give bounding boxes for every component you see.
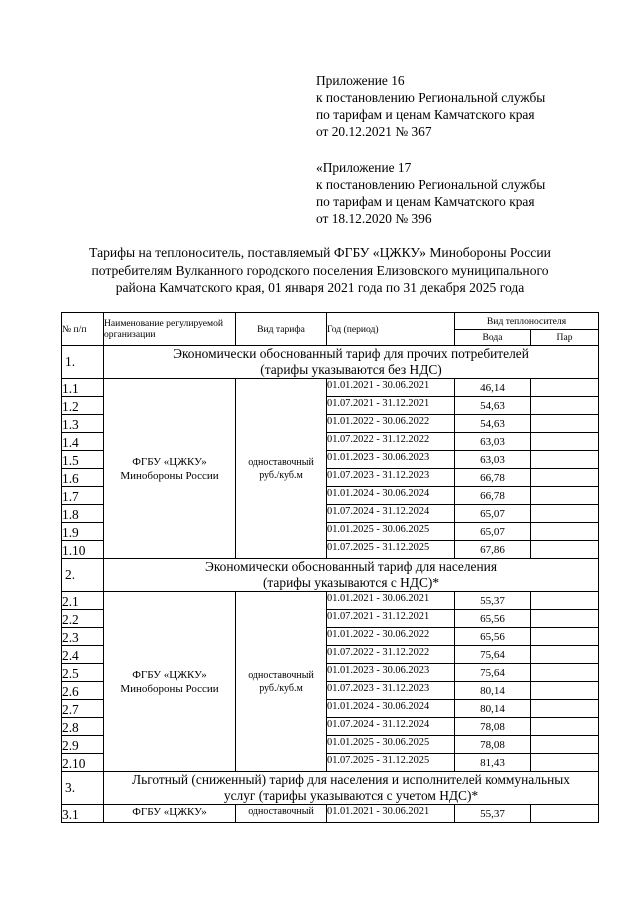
row-number: 2.10 xyxy=(62,754,104,772)
section-number: 3. xyxy=(62,772,104,805)
water-value: 75,64 xyxy=(455,664,531,682)
period-cell: 01.07.2025 - 31.12.2025 xyxy=(327,541,455,559)
organization-name: Минобороны России xyxy=(120,469,219,482)
steam-value xyxy=(531,541,599,559)
tariff-unit: руб./куб.м xyxy=(259,682,303,694)
steam-value xyxy=(531,415,599,433)
period-cell: 01.07.2024 - 31.12.2024 xyxy=(327,505,455,523)
water-value: 65,07 xyxy=(455,505,531,523)
organization-cell xyxy=(104,379,236,559)
water-value: 55,37 xyxy=(455,592,531,610)
water-value: 67,86 xyxy=(455,541,531,559)
water-value: 65,56 xyxy=(455,610,531,628)
water-value: 46,14 xyxy=(455,379,531,397)
row-number: 1.5 xyxy=(62,451,104,469)
approval-line: по тарифам и ценам Камчатского края xyxy=(316,107,535,122)
water-value: 63,03 xyxy=(455,451,531,469)
period-cell: 01.01.2021 - 30.06.2021 xyxy=(327,592,455,610)
row-number: 1.8 xyxy=(62,505,104,523)
water-value: 81,43 xyxy=(455,754,531,772)
row-number: 2.4 xyxy=(62,646,104,664)
period-cell: 01.07.2023 - 31.12.2023 xyxy=(327,469,455,487)
period-cell: 01.01.2022 - 30.06.2022 xyxy=(327,628,455,646)
organization-cell xyxy=(104,592,236,772)
row-number: 2.1 xyxy=(62,592,104,610)
row-number: 2.5 xyxy=(62,664,104,682)
steam-value xyxy=(531,718,599,736)
row-number: 1.3 xyxy=(62,415,104,433)
steam-value xyxy=(531,397,599,415)
water-value: 65,56 xyxy=(455,628,531,646)
water-value: 80,14 xyxy=(455,682,531,700)
row-number: 1.10 xyxy=(62,541,104,559)
section-title-line: Льготный (сниженный) тариф для населения и исполнителей коммунальных xyxy=(132,772,570,787)
water-value: 55,37 xyxy=(455,805,531,823)
section-title-line: Экономически обоснованный тариф для населения xyxy=(205,559,497,574)
table-row xyxy=(62,805,599,823)
period-cell: 01.01.2025 - 30.06.2025 xyxy=(327,736,455,754)
steam-value xyxy=(531,433,599,451)
period-cell: 01.01.2023 - 30.06.2023 xyxy=(327,451,455,469)
approval-line: от 18.12.2020 № 396 xyxy=(316,211,432,226)
steam-value xyxy=(531,646,599,664)
header-steam: Пар xyxy=(531,330,599,346)
water-value: 78,08 xyxy=(455,718,531,736)
steam-value xyxy=(531,469,599,487)
steam-value xyxy=(531,700,599,718)
approval-line: «Приложение 17 xyxy=(316,160,412,175)
steam-value xyxy=(531,505,599,523)
water-value: 80,14 xyxy=(455,700,531,718)
steam-value xyxy=(531,379,599,397)
header-water: Вода xyxy=(455,330,531,346)
tariff-kind: одноставочный xyxy=(248,669,314,681)
period-cell: 01.01.2022 - 30.06.2022 xyxy=(327,415,455,433)
tariff-table xyxy=(61,312,599,823)
row-number: 2.8 xyxy=(62,718,104,736)
steam-value xyxy=(531,523,599,541)
tariff-kind: одноставочный xyxy=(248,456,314,468)
steam-value xyxy=(531,628,599,646)
period-cell: 01.07.2022 - 31.12.2022 xyxy=(327,433,455,451)
table-row xyxy=(62,592,599,610)
table-row xyxy=(62,379,599,397)
period-cell: 01.01.2021 - 30.06.2021 xyxy=(327,805,455,823)
approval-block-appendix-16 xyxy=(316,72,616,140)
section-title xyxy=(104,559,599,592)
row-number: 1.7 xyxy=(62,487,104,505)
approval-line: к постановлению Региональной службы xyxy=(316,90,546,105)
section-number: 1. xyxy=(62,346,104,379)
water-value: 66,78 xyxy=(455,487,531,505)
water-value: 75,64 xyxy=(455,646,531,664)
period-cell: 01.01.2023 - 30.06.2023 xyxy=(327,664,455,682)
period-cell: 01.07.2021 - 31.12.2021 xyxy=(327,397,455,415)
row-number: 2.2 xyxy=(62,610,104,628)
section-row xyxy=(62,772,599,805)
title-line: потребителям Вулканного городского поселения Елизовского муниципального xyxy=(91,262,549,278)
header-heat-carrier: Вид теплоносителя xyxy=(455,313,599,330)
document-title xyxy=(40,244,600,297)
tariff-kind: одноставочный xyxy=(248,806,314,817)
row-number: 2.6 xyxy=(62,682,104,700)
water-value: 65,07 xyxy=(455,523,531,541)
period-cell: 01.07.2023 - 31.12.2023 xyxy=(327,682,455,700)
row-number: 1.1 xyxy=(62,379,104,397)
table-header-row xyxy=(62,313,599,330)
period-cell: 01.07.2024 - 31.12.2024 xyxy=(327,718,455,736)
water-value: 78,08 xyxy=(455,736,531,754)
steam-value xyxy=(531,487,599,505)
row-number: 1.6 xyxy=(62,469,104,487)
organization-cell xyxy=(104,805,236,823)
steam-value xyxy=(531,592,599,610)
water-value: 63,03 xyxy=(455,433,531,451)
steam-value xyxy=(531,682,599,700)
row-number: 2.9 xyxy=(62,736,104,754)
period-cell: 01.01.2024 - 30.06.2024 xyxy=(327,700,455,718)
tariff-kind-cell xyxy=(236,592,327,772)
approval-line: от 20.12.2021 № 367 xyxy=(316,124,432,139)
tariff-kind-cell xyxy=(236,805,327,823)
row-number: 1.4 xyxy=(62,433,104,451)
water-value: 54,63 xyxy=(455,415,531,433)
header-tariff-kind: Вид тарифа xyxy=(236,313,327,346)
row-number: 2.7 xyxy=(62,700,104,718)
period-cell: 01.07.2025 - 31.12.2025 xyxy=(327,754,455,772)
approval-block-appendix-17 xyxy=(316,159,616,227)
steam-value xyxy=(531,610,599,628)
water-value: 54,63 xyxy=(455,397,531,415)
tariff-kind-cell xyxy=(236,379,327,559)
period-cell: 01.01.2025 - 30.06.2025 xyxy=(327,523,455,541)
period-cell: 01.07.2021 - 31.12.2021 xyxy=(327,610,455,628)
steam-value xyxy=(531,754,599,772)
section-number: 2. xyxy=(62,559,104,592)
organization-name: Минобороны России xyxy=(120,682,219,695)
steam-value xyxy=(531,805,599,823)
row-number: 2.3 xyxy=(62,628,104,646)
section-title xyxy=(104,346,599,379)
section-title xyxy=(104,772,599,805)
section-row xyxy=(62,346,599,379)
water-value: 66,78 xyxy=(455,469,531,487)
organization-name: ФГБУ «ЦЖКУ» xyxy=(132,668,207,681)
steam-value xyxy=(531,664,599,682)
section-title-line: (тарифы указываются с НДС)* xyxy=(262,575,440,590)
steam-value xyxy=(531,451,599,469)
period-cell: 01.07.2022 - 31.12.2022 xyxy=(327,646,455,664)
row-number: 1.9 xyxy=(62,523,104,541)
organization-name: ФГБУ «ЦЖКУ» xyxy=(132,455,207,468)
section-title-line: услуг (тарифы указываются с учетом НДС)* xyxy=(223,788,479,803)
section-title-line: Экономически обоснованный тариф для прочих потребителей xyxy=(173,346,529,361)
header-organization: Наименование регулируемой организации xyxy=(104,313,236,346)
steam-value xyxy=(531,736,599,754)
section-row xyxy=(62,559,599,592)
organization-name: ФГБУ «ЦЖКУ» xyxy=(132,806,207,818)
approval-line: по тарифам и ценам Камчатского края xyxy=(316,194,535,209)
period-cell: 01.01.2021 - 30.06.2021 xyxy=(327,379,455,397)
row-number: 1.2 xyxy=(62,397,104,415)
title-line: Тарифы на теплоноситель, поставляемый ФГБУ «ЦЖКУ» Минобороны России xyxy=(89,245,551,260)
header-num: № п/п xyxy=(62,313,104,346)
tariff-unit: руб./куб.м xyxy=(259,469,303,481)
header-period: Год (период) xyxy=(327,313,455,346)
approval-line: к постановлению Региональной службы xyxy=(316,177,546,192)
row-number: 3.1 xyxy=(62,805,104,823)
title-line: района Камчатского края, 01 января 2021 года по 31 декабря 2025 года xyxy=(115,280,525,295)
section-title-line: (тарифы указываются без НДС) xyxy=(260,362,442,377)
period-cell: 01.01.2024 - 30.06.2024 xyxy=(327,487,455,505)
approval-line: Приложение 16 xyxy=(316,73,405,88)
